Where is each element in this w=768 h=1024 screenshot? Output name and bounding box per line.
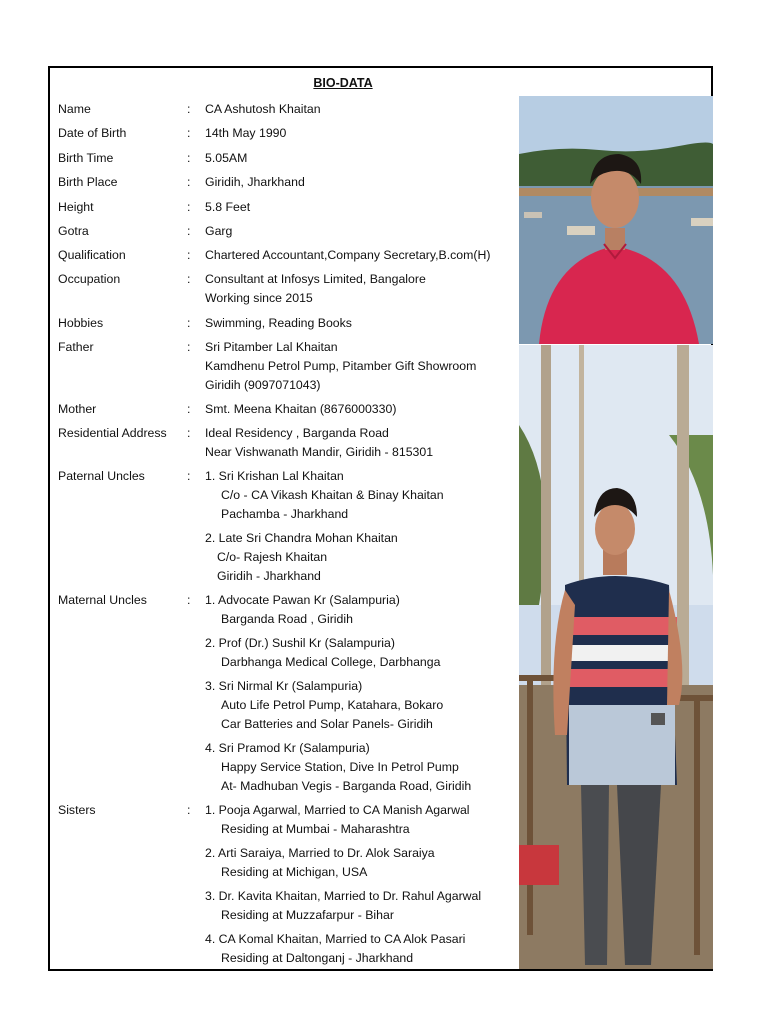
value-line: Consultant at Infosys Limited, Bangalore (205, 272, 426, 286)
item-detail: C/o- Rajesh Khaitan (217, 550, 328, 564)
list-item (205, 801, 470, 839)
list-item (205, 677, 443, 734)
item-detail: At- Madhuban Vegis - Barganda Road, Giridih (221, 779, 472, 793)
item-title: 3. Sri Nirmal Kr (Salampuria) (205, 679, 363, 693)
item-detail: Giridih - Jharkhand (217, 569, 321, 583)
field-label: Height (58, 200, 94, 214)
colon: : (187, 593, 191, 607)
field-value: 5.8 Feet (205, 200, 251, 214)
value-line: Near Vishwanath Mandir, Giridih - 815301 (205, 445, 434, 459)
field-value: Giridih, Jharkhand (205, 175, 305, 189)
item-detail: Auto Life Petrol Pump, Katahara, Bokaro (221, 698, 444, 712)
item-detail: C/o - CA Vikash Khaitan & Binay Khaitan (221, 488, 444, 502)
field-label: Birth Place (58, 175, 118, 189)
value-line: Working since 2015 (205, 291, 313, 305)
field-label: Gotra (58, 224, 89, 238)
item-detail: Darbhanga Medical College, Darbhanga (221, 655, 441, 669)
field-value: Swimming, Reading Books (205, 316, 352, 330)
colon: : (187, 402, 191, 416)
biodata-document (48, 66, 713, 971)
item-detail: Residing at Mumbai - Maharashtra (221, 822, 410, 836)
colon: : (187, 200, 191, 214)
portrait-photo-lake-image (519, 96, 713, 344)
list-item (205, 529, 398, 586)
value-line: Sri Pitamber Lal Khaitan (205, 340, 338, 354)
list-item (205, 634, 440, 672)
list-item (205, 930, 465, 968)
item-title: 4. Sri Pramod Kr (Salampuria) (205, 741, 370, 755)
list-item (205, 844, 435, 882)
colon: : (187, 224, 191, 238)
field-value: CA Ashutosh Khaitan (205, 102, 321, 116)
colon: : (187, 803, 191, 817)
item-detail: Pachamba - Jharkhand (221, 507, 349, 521)
list-item (205, 591, 400, 629)
item-detail: Residing at Daltonganj - Jharkhand (221, 951, 414, 965)
item-detail: Barganda Road , Giridih (221, 612, 353, 626)
value-line: Kamdhenu Petrol Pump, Pitamber Gift Showroom (205, 359, 477, 373)
colon: : (187, 248, 191, 262)
item-detail: Residing at Michigan, USA (221, 865, 368, 879)
colon: : (187, 126, 191, 140)
portrait-photo-standing-image (519, 345, 713, 969)
value-line: Giridih (9097071043) (205, 378, 321, 392)
field-label: Residential Address (58, 426, 167, 440)
field-value: 14th May 1990 (205, 126, 287, 140)
field-value (205, 338, 476, 395)
document-title: BIO-DATA (313, 76, 373, 90)
item-title: 3. Dr. Kavita Khaitan, Married to Dr. Rahul Agarwal (205, 889, 482, 903)
field-value: Garg (205, 224, 233, 238)
field-label: Occupation (58, 272, 121, 286)
item-title: 4. CA Komal Khaitan, Married to CA Alok Pasari (205, 932, 466, 946)
field-value (205, 424, 433, 462)
colon: : (187, 316, 191, 330)
item-title: 1. Sri Krishan Lal Khaitan (205, 469, 344, 483)
colon: : (187, 469, 191, 483)
field-value: Chartered Accountant,Company Secretary,B.com(H) (205, 248, 491, 262)
list-item (205, 887, 481, 925)
field-label: Maternal Uncles (58, 593, 147, 607)
colon: : (187, 426, 191, 440)
item-detail: Car Batteries and Solar Panels- Giridih (221, 717, 433, 731)
item-title: 1. Pooja Agarwal, Married to CA Manish Agarwal (205, 803, 470, 817)
portrait-photo-standing (519, 345, 713, 969)
colon: : (187, 151, 191, 165)
colon: : (187, 175, 191, 189)
field-value (205, 270, 426, 308)
field-label: Father (58, 340, 94, 354)
item-title: 2. Prof (Dr.) Sushil Kr (Salampuria) (205, 636, 395, 650)
field-label: Sisters (58, 803, 96, 817)
item-detail: Happy Service Station, Dive In Petrol Pump (221, 760, 459, 774)
field-value: Smt. Meena Khaitan (8676000330) (205, 402, 397, 416)
field-label: Name (58, 102, 91, 116)
field-label: Mother (58, 402, 97, 416)
colon: : (187, 102, 191, 116)
field-label: Qualification (58, 248, 126, 262)
item-title: 1. Advocate Pawan Kr (Salampuria) (205, 593, 400, 607)
field-label: Paternal Uncles (58, 469, 145, 483)
portrait-photo-lake (519, 96, 713, 344)
item-title: 2. Late Sri Chandra Mohan Khaitan (205, 531, 398, 545)
list-item (205, 739, 471, 796)
item-title: 2. Arti Saraiya, Married to Dr. Alok Saraiya (205, 846, 435, 860)
colon: : (187, 340, 191, 354)
item-detail: Residing at Muzzafarpur - Bihar (221, 908, 394, 922)
field-label: Hobbies (58, 316, 104, 330)
field-label: Date of Birth (58, 126, 127, 140)
list-item (205, 467, 444, 524)
field-label: Birth Time (58, 151, 114, 165)
colon: : (187, 272, 191, 286)
field-value: 5.05AM (205, 151, 248, 165)
value-line: Ideal Residency , Barganda Road (205, 426, 389, 440)
